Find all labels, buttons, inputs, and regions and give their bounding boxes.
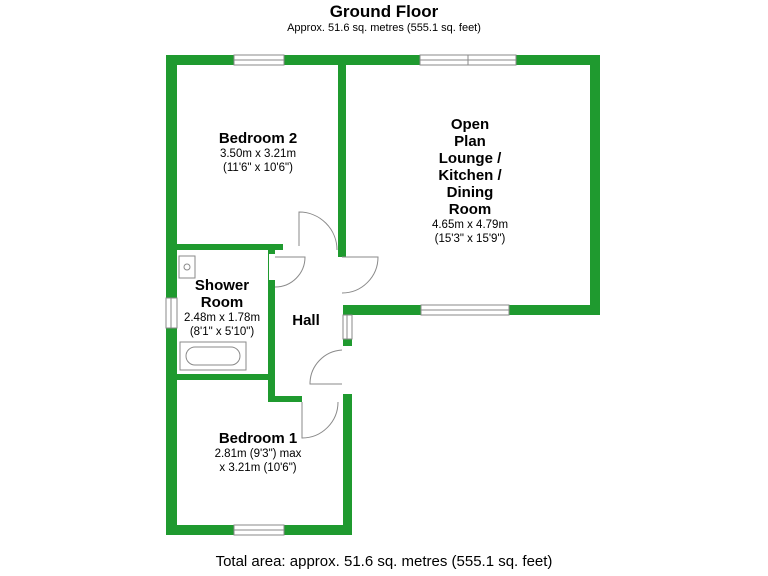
room-shower-dim-metric: 2.48m x 1.78m [183,312,261,324]
door-gap-front [342,346,353,394]
room-hall-label [278,312,334,329]
door-gap-bedroom2 [283,244,307,250]
wall-shower-bedroom1 [170,374,274,380]
room-shower-label [172,277,272,339]
basin [179,256,195,278]
wall-right [590,55,600,315]
wall-bedroom1-hall [268,396,302,402]
room-bedroom1-dim-line1: 2.81m (9'3") max [214,448,302,460]
room-lounge-name-line: Kitchen / [438,167,502,184]
room-bedroom2-dim-metric: 3.50m x 3.21m [219,148,297,160]
wall-bedroom2-lounge [338,62,346,257]
door-gap-bedroom1 [302,396,343,402]
wall-bedroom2-shower [177,244,283,250]
room-lounge-label [390,116,550,246]
room-lounge-name-line: Lounge / [438,150,502,167]
floor-title: Ground Floor [329,2,439,21]
basin-drain-icon [184,264,190,270]
room-lounge-name-line: Plan [454,133,486,150]
room-bedroom2-dim-imperial: (11'6" x 10'6") [223,162,293,174]
room-bedroom1-dim-line2: x 3.21m (10'6") [219,462,297,474]
room-bedroom1-name: Bedroom 1 [218,430,298,447]
room-lounge-name-line: Open [450,116,490,133]
room-shower-name-line: Shower [194,277,250,294]
door-swing-front [310,350,342,384]
total-area: Total area: approx. 51.6 sq. metres (555.1 sq. feet) [215,553,553,570]
shower-tray [180,342,246,370]
room-shower-name-line: Room [200,294,244,311]
floor-area-subtitle: Approx. 51.6 sq. metres (555.1 sq. feet) [287,22,481,34]
room-bedroom1-label [178,430,338,475]
room-lounge-name-line: Room [448,201,492,218]
door-gap-lounge [337,257,347,297]
room-bedroom2-name: Bedroom 2 [218,130,298,147]
room-hall-name: Hall [292,312,320,329]
room-shower-dim-imperial: (8'1" x 5'10") [189,326,255,338]
door-swing-shower [275,257,305,287]
room-bedroom2-label [178,130,338,175]
wall-top [166,55,600,65]
room-lounge-dim-metric: 4.65m x 4.79m [431,219,509,231]
shower-tray-inner [186,347,240,365]
room-lounge-name-line: Dining [446,184,494,201]
room-lounge-dim-imperial: (15'3" x 15'9") [434,233,506,245]
door-swing-lounge [342,257,378,293]
